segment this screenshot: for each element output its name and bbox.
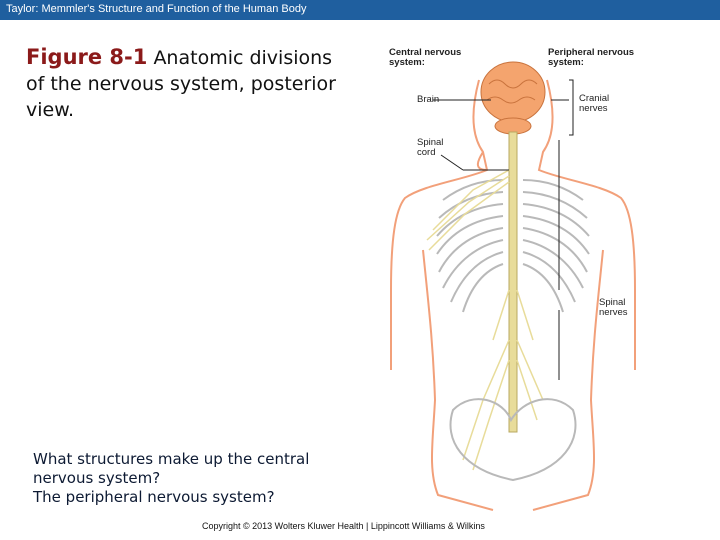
header-title: Taylor: Memmler's Structure and Function of the Human Body	[6, 3, 307, 15]
brain-label: Brain	[417, 94, 440, 105]
cranial-nerves-label: Cranial nerves	[579, 93, 610, 114]
header-bar	[0, 0, 720, 20]
spinal-nerves	[427, 170, 543, 470]
question-line1: What structures make up the central	[33, 450, 310, 468]
figure-caption	[26, 44, 371, 123]
question-line2: nervous system?	[33, 469, 161, 487]
cns-label: Central nervous system:	[389, 47, 462, 68]
spinal-cord-shape	[509, 132, 517, 432]
anatomy-illustration	[383, 40, 683, 516]
caption-line2: of the nervous system, posterior	[26, 73, 336, 95]
pns-label: Peripheral nervous system:	[548, 47, 635, 68]
discussion-question	[33, 450, 373, 507]
spinal-nerves-label: Spinal nerves	[599, 297, 628, 318]
question-line3: The peripheral nervous system?	[33, 488, 275, 506]
spinal-cord-label: Spinal cord	[417, 137, 444, 158]
caption-line1: Anatomic divisions	[153, 47, 333, 69]
nervous-system-figure	[383, 40, 683, 516]
figure-number: Figure 8-1	[26, 45, 148, 69]
caption-line3: view.	[26, 99, 75, 121]
copyright-notice: Copyright © 2013 Wolters Kluwer Health | Lippincott Williams & Wilkins	[202, 521, 485, 531]
brain-shape	[481, 62, 545, 122]
